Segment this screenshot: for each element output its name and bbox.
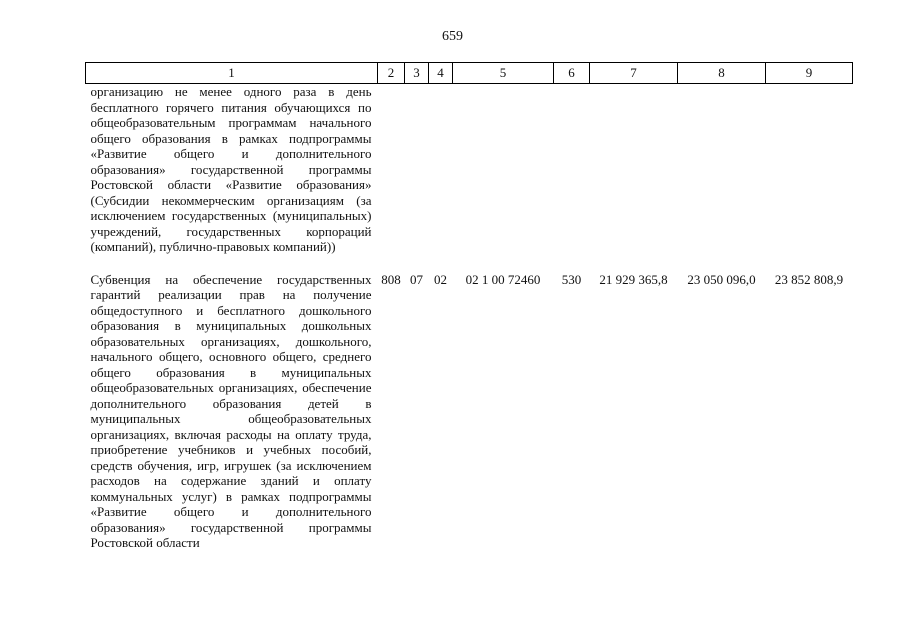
column-header-8: 8: [678, 63, 766, 84]
cell-department: [378, 84, 405, 261]
table-row: [86, 84, 853, 261]
column-header-4: 4: [429, 63, 453, 84]
cell-section: [405, 84, 429, 261]
cell-target-article: [453, 84, 554, 261]
cell-amount-7: 21 929 365,8: [599, 271, 668, 287]
column-header-1: 1: [86, 63, 378, 84]
column-header-9: 9: [766, 63, 853, 84]
column-header-2: 2: [378, 63, 405, 84]
page-number: 659: [442, 29, 463, 44]
row-description: организацию не менее одного раза в день бесплатного горячего питания обучающихся по общеобразовательным программам начального общего образования в рамках подпрограммы «Развитие общего и дополнительного образования» государственной программы Ростовской области «Развитие образования» (Субсидии некоммерческим организациям (за исключением государственных (муниципальных) учреждений, государственных корпораций (компаний), публично-правовых компаний)): [90, 84, 372, 254]
row-description: Субвенция на обеспечение государственных гарантий реализации прав на получение общедоступного и бесплатного дошкольного образования в муниципальных дошкольных образовательных организациях, дошкольного, начального общего, основного общего, среднего общего образования в муниципальных общеобразовательных организациях, обеспечение дополнительного образования детей в муниципальных общеобразовательных организациях, включая расходы на оплату труда, приобретение учебников и учебных пособий, средств обучения, игр, игрушек (за исключением расходов на содержание зданий и оплату коммунальных услуг) в рамках подпрограммы «Развитие общего и дополнительного образования» государственной программы Ростовской области: [90, 271, 372, 550]
column-header-3: 3: [405, 63, 429, 84]
column-header-6: 6: [554, 63, 590, 84]
budget-table: [85, 62, 853, 551]
column-header-7: 7: [590, 63, 678, 84]
cell-amount-9: 23 852 808,9: [774, 271, 844, 287]
column-header-5: 5: [453, 63, 554, 84]
cell-subsection: [429, 84, 453, 261]
header-row: [86, 63, 853, 84]
cell-expense-type: 530: [561, 271, 582, 287]
cell-expense-type: [554, 84, 590, 261]
cell-amount-8: 23 050 096,0: [687, 271, 756, 287]
cell-target-article: 02 1 00 72460: [465, 271, 541, 287]
cell-amount-7: [590, 84, 678, 261]
cell-section: 07: [410, 271, 423, 287]
cell-amount-9: [766, 84, 853, 261]
cell-amount-8: [678, 84, 766, 261]
cell-subsection: 02: [434, 271, 447, 287]
table-row: [86, 261, 853, 551]
cell-department: 808: [381, 271, 401, 287]
